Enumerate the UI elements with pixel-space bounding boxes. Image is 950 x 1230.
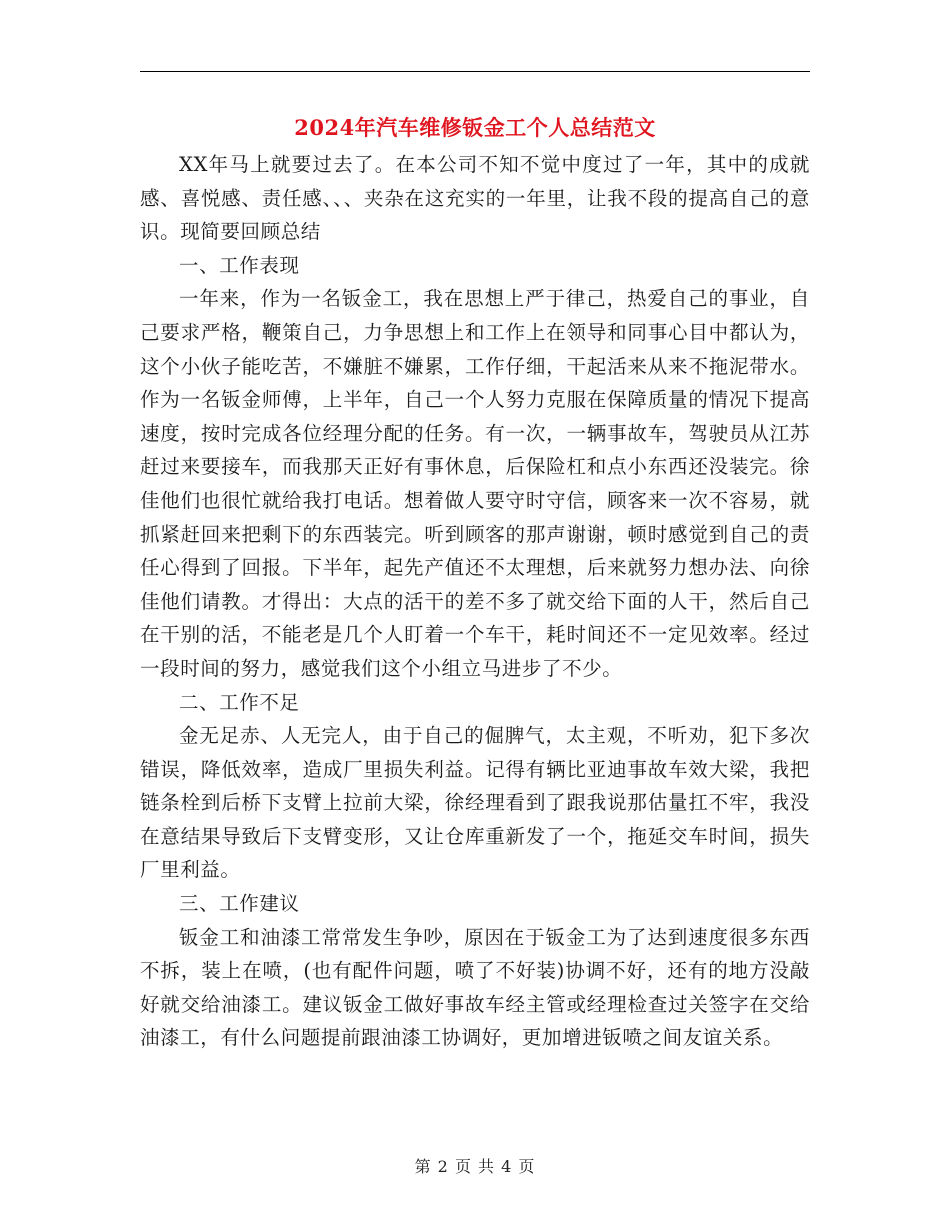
document-body xyxy=(140,148,810,1055)
header-rule xyxy=(140,71,810,72)
section-heading-performance: 一、工作表现 xyxy=(179,253,300,277)
section-heading-suggestions: 三、工作建议 xyxy=(179,892,300,916)
section-heading-shortcomings: 二、工作不足 xyxy=(179,690,300,714)
paragraph-suggestions: 钣金工和油漆工常常发生争吵，原因在于钣金工为了达到速度很多东西不拆，装上在喷，(也有配件问题，喷了不好装)协调不好，还有的地方没敲好就交给油漆工。建议钣金工做好事故车经主管或经理检查过关签字在交给油漆工，有什么问题提前跟油漆工协调好，更加增进钣喷之间友谊关系。 xyxy=(140,925,810,1050)
paragraph-performance: 一年来，作为一名钣金工，我在思想上严于律己，热爱自己的事业，自己要求严格，鞭策自己，力争思想上和工作上在领导和同事心目中都认为，这个小伙子能吃苦，不嫌脏不嫌累，工作仔细，干起活来从来不拖泥带水。作为一名钣金师傅，上半年，自己一个人努力克服在保障质量的情况下提高速度，按时完成各位经理分配的任务。有一次，一辆事故车，驾驶员从江苏赶过来要接车，而我那天正好有事休息，后保险杠和点小东西还没装完。徐佳他们也很忙就给我打电话。想着做人要守时守信，顾客来一次不容易，就抓紧赶回来把剩下的东西装完。听到顾客的那声谢谢，顿时感觉到自己的责任心得到了回报。下半年，起先产值还不太理想，后来就努力想办法、向徐佳他们请教。才得出：大点的活干的差不多了就交给下面的人干，然后自己在干别的活，不能老是几个人盯着一个车干，耗时间还不一定见效率。经过一段时间的努力，感觉我们这个小组立马进步了不少。 xyxy=(140,287,810,680)
page-number: 第 2 页 共 4 页 xyxy=(414,1157,536,1176)
paragraph-shortcomings: 金无足赤、人无完人，由于自己的倔脾气，太主观，不听劝，犯下多次错误，降低效率，造成厂里损失利益。记得有辆比亚迪事故车效大梁，我把链条栓到后桥下支臂上拉前大梁，徐经理看到了跟我说那估量扛不牢，我没在意结果导致后下支臂变形，又让仓库重新发了一个，拖延交车时间，损失厂里利益。 xyxy=(140,724,810,882)
paragraph-intro: XX年马上就要过去了。在本公司不知不觉中度过了一年，其中的成就感、喜悦感、责任感、、、夹杂在这充实的一年里，让我不段的提高自己的意识。现简要回顾总结 xyxy=(140,153,810,244)
document-title: 2024年汽车维修钣金工个人总结范文 xyxy=(294,115,656,140)
